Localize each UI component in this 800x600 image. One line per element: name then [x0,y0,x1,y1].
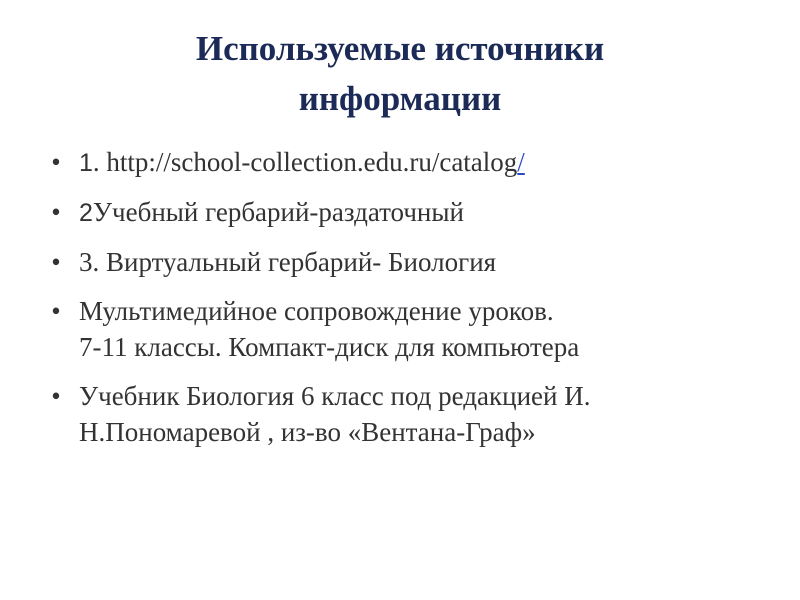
item-text-line-1: Мультимедийное сопровождение уроков. [79,296,554,326]
item-number: 1 [79,149,93,177]
item-text: Учебный гербарий-раздаточный [92,197,464,227]
title-line-2: информации [298,79,502,118]
bullet-dot-icon: • [51,147,61,177]
sources-list [46,144,776,463]
item-text-line-2: Н.Пономаревой , из-во «Вентана-Граф» [79,417,536,447]
item-text: . http://school-collection.edu.ru/catalog [92,147,518,177]
title-line-1: Используемые источники [195,29,605,68]
item-number: 3 [79,247,93,277]
bullet-dot-icon: • [51,296,61,326]
item-text: . Виртуальный гербарий- Биология [92,247,497,277]
list-item-1 [46,144,776,181]
slide-title [60,24,740,124]
list-item-3 [46,244,776,280]
catalog-link-slash[interactable]: / [517,147,525,177]
list-item-2 [46,194,776,231]
item-text-line-1: Учебник Биология 6 класс под редакцией И. [79,381,591,411]
list-item-4 [46,293,776,365]
list-item-5 [46,378,776,450]
bullet-dot-icon: • [51,197,61,227]
bullet-dot-icon: • [51,247,61,277]
item-text-line-2: 7-11 классы. Компакт-диск для компьютера [79,332,580,362]
bullet-dot-icon: • [51,381,61,411]
item-number: 2 [79,199,93,227]
